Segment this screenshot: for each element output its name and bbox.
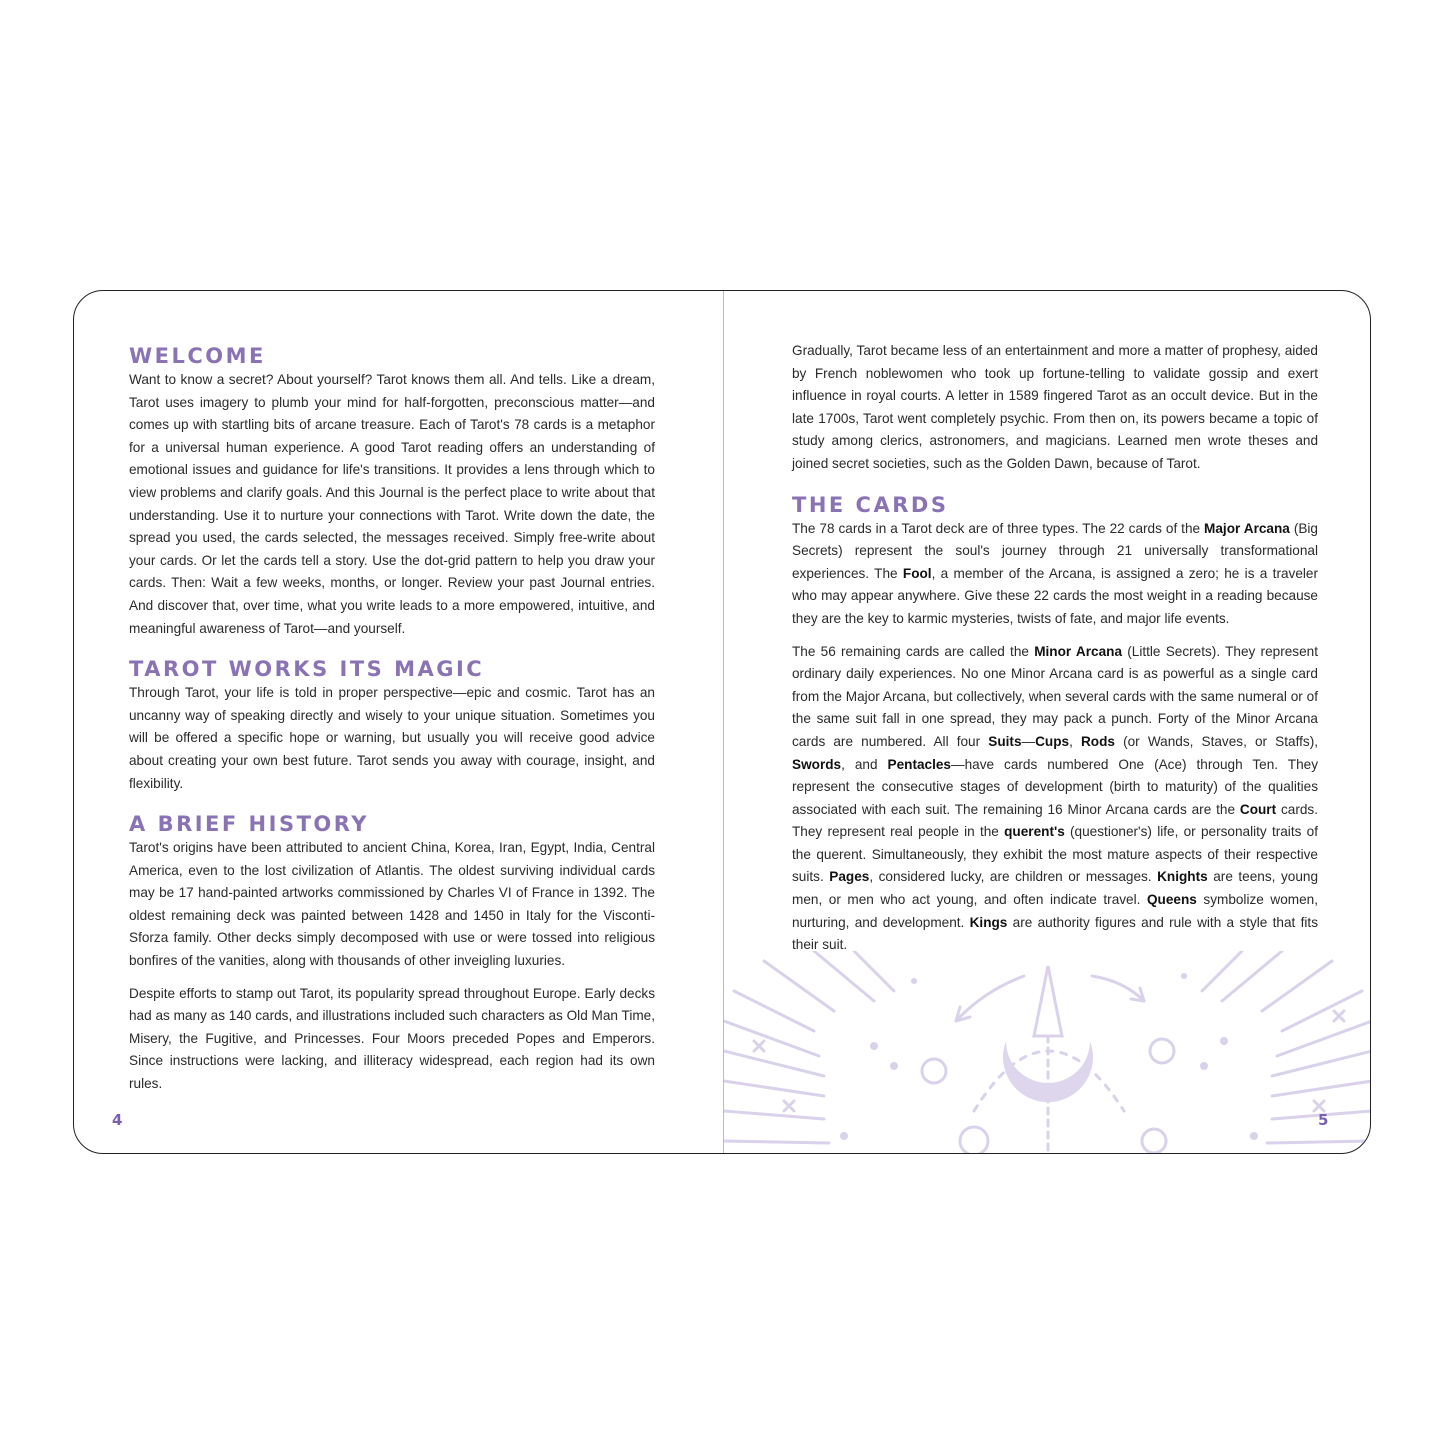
term-suits: Suits	[988, 733, 1022, 749]
term-fool: Fool	[902, 565, 932, 581]
cards-paragraph-1: The 78 cards in a Tarot deck are of three types. The 22 cards of the Major Arcana (Big Secrets) represent the soul's journey through 21 universally transformational experiences. The Fool, a member of the Arcana, is assigned a zero; he is a traveler who may appear anywhere. Give these 22 cards the most weight in a reading because they are the key to karmic mysteries, twists of fate, and major life events.	[792, 520, 1319, 626]
left-page-column	[129, 343, 655, 1096]
term-querents: querent's	[1004, 824, 1065, 840]
term-pentacles: Pentacles	[887, 756, 951, 772]
term-minor-arcana: Minor Arcana	[1034, 643, 1123, 659]
right-page-column	[792, 340, 1318, 957]
heading-welcome: WELCOME	[129, 344, 266, 368]
page-number-left: 4	[112, 1111, 123, 1129]
page-number-right: 5	[1318, 1111, 1329, 1129]
term-knights: Knights	[1157, 869, 1208, 885]
crescent-moon-celestial-ornament-icon	[724, 951, 1371, 1154]
term-kings: Kings	[969, 914, 1008, 930]
term-cups: Cups	[1035, 733, 1070, 749]
history-paragraph-1: Tarot's origins have been attributed to ancient China, Korea, Iran, Egypt, India, Central America, even to the lost civilization of Atlantis. The oldest surviving individual cards may be 17 hand-painted artworks commissioned by Charles VI of France in 1392. The oldest remaining deck was painted between 1428 and 1450 in Italy for the Visconti-Sforza family. Other decks simply decomposed with use or were tossed into religious bonfires of the vanities, along with thousands of other inveigling luxuries.	[129, 840, 655, 969]
heading-tarot-works-its-magic: TAROT WORKS ITS MAGIC	[129, 657, 485, 682]
heading-a-brief-history: A BRIEF HISTORY	[129, 812, 369, 837]
book-spread	[73, 290, 1371, 1154]
welcome-paragraph: Want to know a secret? About yourself? Tarot knows them all. And tells. Like a dream, Tarot uses imagery to plumb your mind for half-forgotten, preconscious matter—and comes up with startling bits of arcane treasure. Each of Tarot's 78 cards is a metaphor for a universal human experience. A good Tarot reading offers an understanding of emotional issues and guidance for life's transitions. It provides a lens through which to view problems and clarify goals. And this Journal is the perfect place to write about that understanding. Use it to nurture your connections with Tarot. Write down the date, the spread you used, the cards selected, the messages received. Simply free-write about your cards. Or let the cards tell a story. Use the dot-grid pattern to help you draw your cards. Then: Wait a few weeks, months, or longer. Review your past Journal entries. And discover that, over time, what you write leads to a more empowered, intuitive, and meaningful awareness of Tarot—and yourself.	[129, 372, 655, 636]
heading-the-cards: THE CARDS	[792, 492, 949, 517]
term-court: Court	[1239, 801, 1277, 817]
cards-paragraph-2: The 56 remaining cards are called the Minor Arcana (Little Secrets). They represent ordinary daily experiences. No one Minor Arcana card is as powerful as a single card from the Major Arcana, but collectively, when several cards with the same numeral or of the same suit fall in one spread, they may pack a punch. Forty of the Minor Arcana cards are numbered. All four Suits—Cups, Rods (or Wands, Staves, or Staffs), Swords, and Pentacles—have cards numbered One (Ace) through Ten. They represent the consecutive stages of development (birth to maturity) of the qualities associated with each suit. The remaining 16 Minor Arcana cards are the Court cards. They represent real people in the querent's (questioner's) life, or personality traits of the querent. Simultaneously, they exhibit the most mature aspects of their respective suits. Pages, considered lucky, are children or messages. Knights are teens, young men, or men who act young, and often indicate travel. Queens symbolize women, nurturing, and development. Kings are authority figures and rule with a style that fits their suit.	[792, 643, 1318, 953]
term-major-arcana: Major Arcana	[1204, 520, 1290, 536]
magic-paragraph: Through Tarot, your life is told in proper perspective—epic and cosmic. Tarot has an uncanny way of speaking directly and wisely to your unique situation. Sometimes you will be offered a specific hope or warning, but usually you will receive good advice about creating your own best future. Tarot sends you away with courage, insight, and flexibility.	[129, 685, 655, 791]
term-pages: Pages	[829, 869, 870, 885]
term-swords: Swords	[792, 756, 842, 772]
term-rods: Rods	[1080, 733, 1115, 749]
history-paragraph-2: Despite efforts to stamp out Tarot, its popularity spread throughout Europe. Early decks had as many as 140 cards, and illustrations included such characters as Old Man Time, Misery, the Fugitive, and Princesses. Four Moors preceded Popes and Emperors. Since instructions were lacking, and illiteracy widespread, each region had its own rules.	[129, 985, 655, 1092]
history-continued-paragraph: Gradually, Tarot became less of an entertainment and more a matter of prophesy, aided by French noblewomen who took up fortune-telling to validate gossip and exert influence in royal courts. A letter in 1589 fingered Tarot as an occult device. But in the late 1700s, Tarot went completely psychic. From then on, its powers became a topic of study among clerics, astronomers, and magicians. Learned men wrote theses and joined secret societies, such as the Golden Dawn, because of Tarot.	[792, 343, 1318, 471]
term-queens: Queens	[1146, 892, 1197, 908]
